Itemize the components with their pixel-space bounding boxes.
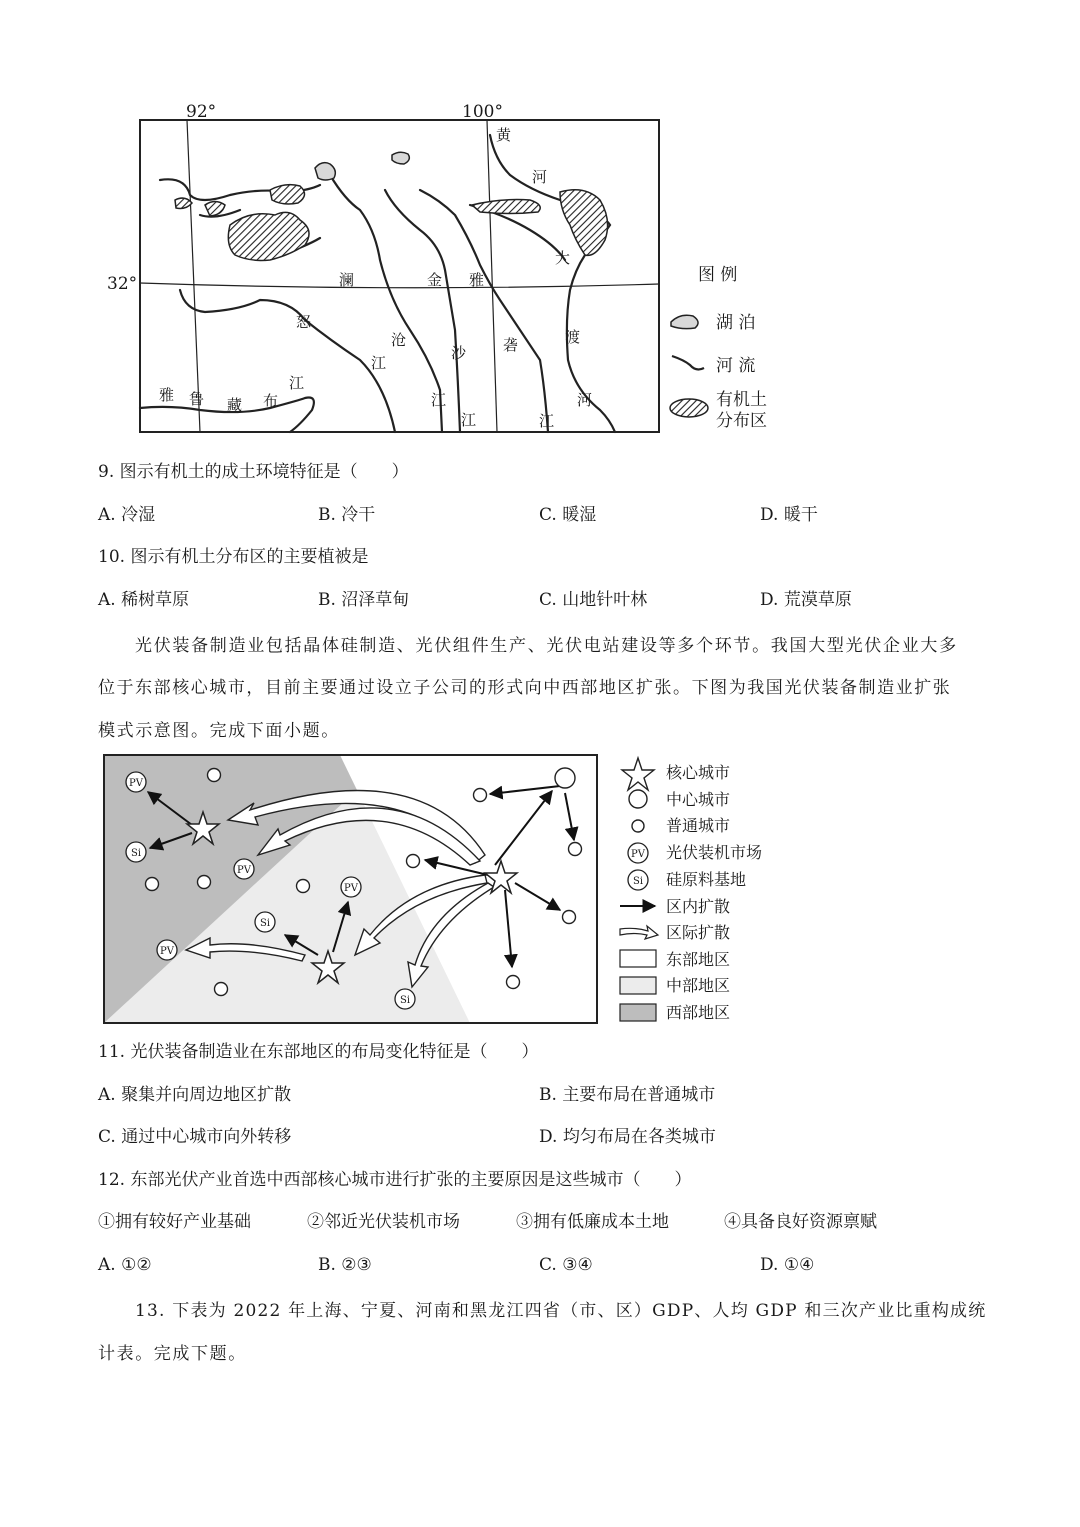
q9-option-c[interactable]: C. 暖湿 [539,505,597,525]
svg-text:大: 大 [555,249,571,267]
q9-option-a[interactable]: A. 冷湿 [98,505,156,525]
diagram-legend [620,758,762,1022]
q12-stem: 12. 东部光伏产业首选中西部核心城市进行扩张的主要原因是这些城市（ ） [98,1170,692,1190]
ordinary-city [474,789,487,802]
legend-soil-label-2: 分布区 [716,411,767,431]
pv-expansion-diagram [0,745,1080,1035]
pv-market-label: PV [344,883,358,894]
legend-west-swatch [620,1004,656,1021]
q10-option-b[interactable]: B. 沼泽草甸 [318,590,410,610]
q12-statement-2: ②邻近光伏装机市场 [307,1212,460,1232]
q11-stem: 11. 光伏装备制造业在东部地区的布局变化特征是（ ） [98,1042,539,1062]
lake-1 [315,163,335,180]
label-32: 32° [107,274,138,294]
svg-text:沧: 沧 [391,331,407,349]
q13-line-1: 13. 下表为 2022 年上海、宁夏、河南和黑龙江四省（市、区）GDP、人均 GDP 和三次产业比重构成统 [135,1301,987,1321]
q9-option-b[interactable]: B. 冷干 [318,505,376,525]
svg-text:江: 江 [289,374,305,392]
pv-market-label: PV [160,946,174,957]
q10-option-a[interactable]: A. 稀树草原 [98,590,190,610]
legend-core-city: 核心城市 [666,763,731,782]
intro-line-3: 模式示意图。完成下面小题。 [98,721,340,741]
label-100: 100° [462,102,503,122]
legend-center-city-icon [629,790,647,808]
svg-text:渡: 渡 [565,328,581,346]
legend-inter-arrow-icon [620,926,658,939]
label-92: 92° [186,102,217,122]
svg-text:澜: 澜 [339,271,355,289]
ordinary-city [407,855,420,868]
legend-pv-market: 光伏装机市场 [666,843,763,862]
legend-soil-label-1: 有机土 [716,390,767,410]
intro-line-2: 位于东部核心城市，目前主要通过设立子公司的形式向中西部地区扩张。下图为我国光伏装备制造业扩张 [98,678,952,698]
svg-text:沙: 沙 [451,344,467,362]
ordinary-city [297,880,310,893]
ordinary-city [563,911,576,924]
ordinary-city [507,976,520,989]
legend-inter-diffusion: 区际扩散 [666,923,731,942]
legend-lake-icon [671,315,698,328]
map-frame [140,120,659,432]
si-base-label: Si [399,995,411,1006]
q11-option-a[interactable]: A. 聚集并向周边地区扩散 [98,1085,292,1105]
legend-river-icon [672,356,704,369]
q13-line-2: 计表。完成下题。 [98,1344,247,1364]
intro-line-1: 光伏装备制造业包括晶体硅制造、光伏组件生产、光伏电站建设等多个环节。我国大型光伏企业大多 [135,636,958,656]
organic-soil-map [0,0,1080,450]
q12-option-d[interactable]: D. ①④ [760,1255,815,1275]
legend-title: 图 例 [698,265,738,285]
q12-statement-1: ①拥有较好产业基础 [98,1212,251,1232]
svg-text:鲁: 鲁 [189,390,205,408]
legend-river-label: 河 流 [716,356,756,376]
svg-text:江: 江 [431,391,447,409]
ordinary-city [208,769,221,782]
svg-text:藏: 藏 [227,396,243,414]
legend-central-region: 中部地区 [666,976,731,995]
legend-central-swatch [620,977,656,994]
ordinary-city [198,876,211,889]
ordinary-city [146,878,159,891]
legend-east-region: 东部地区 [666,950,731,969]
q10-option-d[interactable]: D. 荒漠草原 [760,590,852,610]
legend-ordinary-city: 普通城市 [666,816,731,835]
legend-pv-icon: PV [631,849,645,860]
si-base-label: Si [259,918,271,929]
svg-text:怒: 怒 [296,313,312,331]
q11-option-b[interactable]: B. 主要布局在普通城市 [539,1085,716,1105]
q11-option-c[interactable]: C. 通过中心城市向外转移 [98,1127,292,1147]
legend-ordinary-city-icon [632,820,644,832]
ordinary-city [569,843,582,856]
legend-center-city: 中心城市 [666,790,731,809]
svg-text:布: 布 [263,392,279,410]
svg-text:雅: 雅 [159,386,175,404]
q12-option-b[interactable]: B. ②③ [318,1255,372,1275]
svg-text:河: 河 [577,391,593,409]
ordinary-city [215,983,228,996]
q11-option-d[interactable]: D. 均匀布局在各类城市 [539,1127,716,1147]
si-base-label: Si [130,848,142,859]
legend-core-city-icon [622,758,654,790]
center-city [555,768,575,788]
pv-market-label: PV [129,778,143,789]
q12-statement-3: ③拥有低廉成本土地 [516,1212,669,1232]
legend-si-base: 硅原料基地 [666,870,747,889]
q9-stem: 9. 图示有机土的成土环境特征是（ ） [98,462,409,482]
svg-text:江: 江 [539,412,555,430]
legend-soil-icon [670,399,708,417]
svg-text:江: 江 [371,354,387,372]
lake-2 [392,152,409,164]
soil-area-2 [270,185,305,204]
legend-lake-label: 湖 泊 [716,313,756,333]
q12-statement-4: ④具备良好资源禀赋 [724,1212,877,1232]
svg-text:砻: 砻 [503,336,519,354]
q12-option-c[interactable]: C. ③④ [539,1255,593,1275]
q9-option-d[interactable]: D. 暖干 [760,505,818,525]
svg-text:黄: 黄 [496,126,512,144]
q10-stem: 10. 图示有机土分布区的主要植被是 [98,547,369,567]
q12-option-a[interactable]: A. ①② [98,1255,152,1275]
svg-text:雅: 雅 [469,271,485,289]
svg-text:江: 江 [461,411,477,429]
legend-intra-diffusion: 区内扩散 [666,897,731,916]
pv-market-label: PV [237,865,251,876]
svg-text:河: 河 [532,168,548,186]
legend-si-icon: Si [632,876,644,887]
legend-west-region: 西部地区 [666,1003,731,1022]
q10-option-c[interactable]: C. 山地针叶林 [539,590,648,610]
svg-text:金: 金 [427,271,443,289]
legend-east-swatch [620,950,656,967]
